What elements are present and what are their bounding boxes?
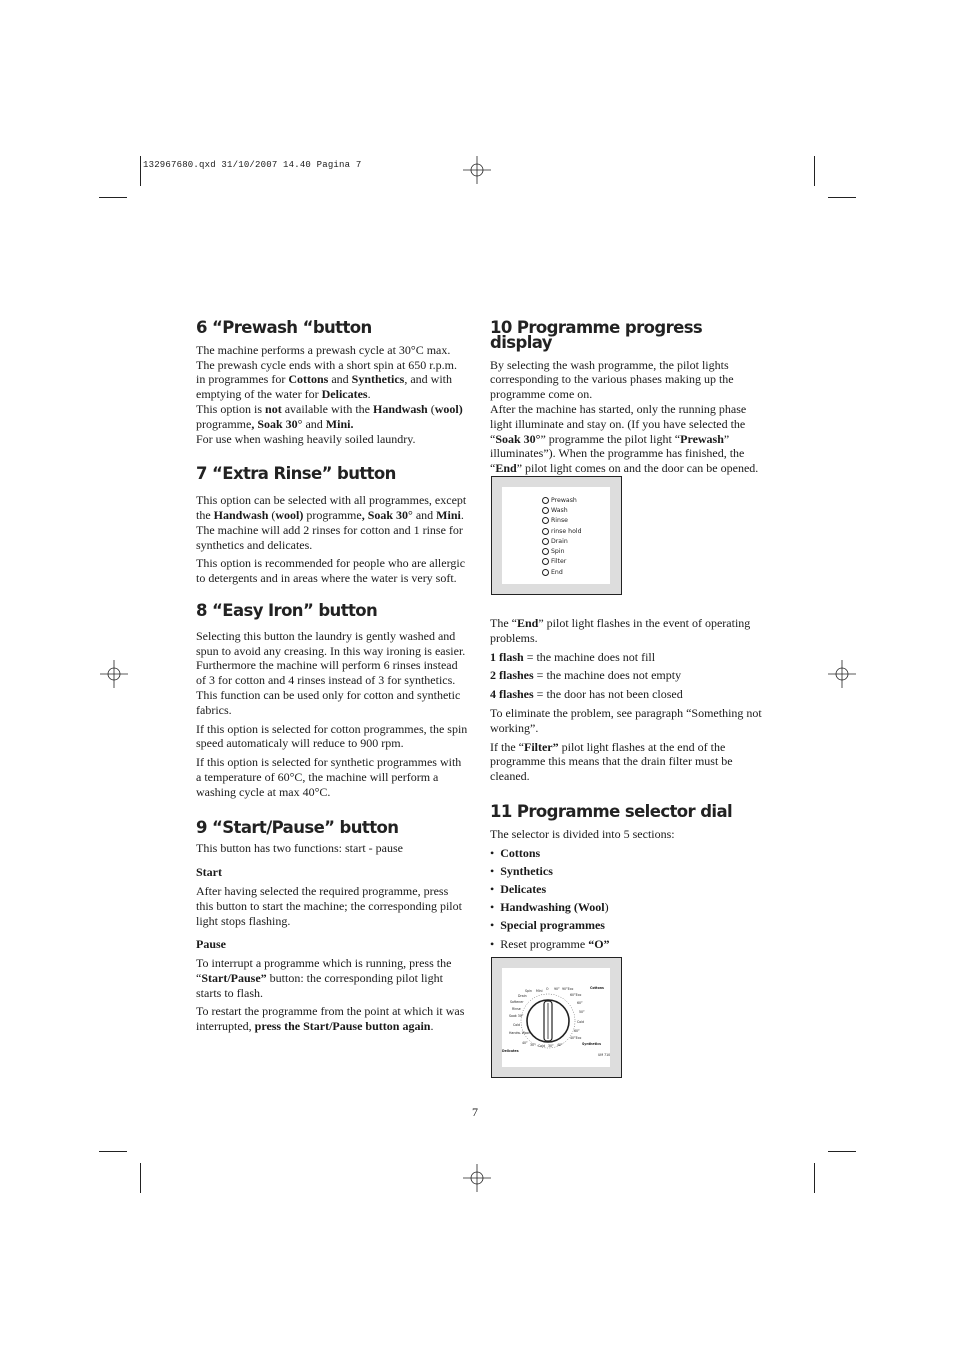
svg-text:50°: 50° bbox=[579, 1010, 585, 1014]
sec7-paragraph: This option can be selected with all programmes, except the Handwash (wool) programme, Soak 30° and Mini. The machine will add 2 rinses for cotton and 1 rinse for synthetics and delicates. bbox=[196, 493, 467, 552]
pilot-light-icon bbox=[542, 538, 549, 545]
section-7-title: 7 “Extra Rinse” button bbox=[196, 464, 396, 484]
pilot-light: Rinse bbox=[542, 516, 582, 526]
crop-mark bbox=[828, 197, 856, 198]
sec10-paragraph: If the “Filter” pilot light flashes at the end of the programme this means that the drain filter must be cleaned. bbox=[490, 739, 733, 784]
svg-text:60°: 60° bbox=[574, 1029, 580, 1033]
svg-text:Mini: Mini bbox=[536, 989, 543, 993]
sec10-paragraph: After the machine has started, only the running phase light illuminate and stay on. (If you have selected the “Soak 30°” programme the pilot light “Prewash” illuminates”). When the programme has finished, the “End” pilot light comes on and the door can be opened. bbox=[490, 401, 759, 476]
left-column bbox=[196, 318, 468, 1034]
flash-code: 1 flash = the machine does not fill bbox=[490, 649, 656, 664]
pilot-light: Drain bbox=[542, 536, 582, 546]
sec7-paragraph: This option is recommended for people who are allergic to detergents and in areas where the water is very soft. bbox=[196, 556, 466, 586]
flash-code: 4 flashes = the door has not been closed bbox=[490, 687, 683, 702]
svg-text:Rinse: Rinse bbox=[512, 1007, 521, 1011]
svg-text:60°Eco: 60°Eco bbox=[570, 993, 582, 997]
section-11-title: 11 Programme selector dial bbox=[490, 801, 733, 821]
sec9-paragraph: This button has two functions: start - pause bbox=[196, 841, 403, 856]
sec8-paragraph: Selecting this button the laundry is gently washed and spun to avoid any creasing. In this way ironing is easier. Furthermore the machine will perform 6 rinses instead of 3 for cotton and 4 rinses instead of 3 for synthetics. This function can be used only for cotton and synthetic fabrics. bbox=[196, 628, 466, 717]
pilot-light: Spin bbox=[542, 546, 582, 556]
selector-dial-illustration bbox=[491, 957, 622, 1078]
svg-text:Cold: Cold bbox=[577, 1020, 585, 1024]
svg-text:90°: 90° bbox=[554, 987, 560, 991]
svg-text:Drain: Drain bbox=[518, 994, 527, 998]
list-item: • Reset programme “O” bbox=[490, 936, 610, 951]
right-column-lower bbox=[490, 616, 762, 953]
sec8-paragraph: If this option is selected for synthetic programmes with a temperature of 60°C, the machine will perform a washing cycle at max 40°C. bbox=[196, 755, 462, 799]
svg-text:Cold: Cold bbox=[513, 1023, 521, 1027]
pilot-light-icon bbox=[542, 507, 549, 514]
section-9-title: 9 “Start/Pause” button bbox=[196, 817, 399, 837]
registration-mark-icon bbox=[100, 660, 128, 688]
sec6-paragraph: This option is not available with the Handwash (wool) programme, Soak 30° and Mini. bbox=[196, 401, 463, 431]
svg-text:Soak 30°: Soak 30° bbox=[509, 1014, 524, 1018]
crop-mark bbox=[99, 197, 127, 198]
selector-sections-list bbox=[490, 844, 762, 953]
list-item: • Special programmes bbox=[490, 918, 605, 933]
pilot-light-icon bbox=[542, 548, 549, 555]
svg-text:30°: 30° bbox=[530, 1043, 536, 1047]
sec8-paragraph: If this option is selected for cotton programmes, the spin speed automaticaly will reduce to 900 rpm. bbox=[196, 721, 468, 751]
svg-text:Cottons: Cottons bbox=[590, 986, 604, 990]
pilot-light-list bbox=[542, 495, 582, 577]
right-column bbox=[490, 318, 762, 476]
sec6-paragraph: For use when washing heavily soiled laundry. bbox=[196, 431, 416, 446]
page-number: 7 bbox=[472, 1105, 478, 1119]
pilot-light: Prewash bbox=[542, 495, 582, 505]
sec9-paragraph: After having selected the required programme, press this button to start the machine; the corresponding pilot light stops flashing. bbox=[196, 883, 462, 928]
progress-display-illustration bbox=[491, 476, 622, 595]
pilot-light-icon bbox=[542, 569, 549, 576]
selector-dial-icon bbox=[502, 968, 610, 1067]
pilot-light: Wash bbox=[542, 505, 582, 515]
svg-text:UM 710: UM 710 bbox=[598, 1053, 610, 1057]
pilot-light-icon bbox=[542, 497, 549, 504]
svg-text:40°: 40° bbox=[522, 1041, 528, 1045]
list-item: • Delicates bbox=[490, 881, 547, 896]
sec6-paragraph: The machine performs a prewash cycle at 30°C max. The prewash cycle ends with a short spin at 650 r.p.m. in programmes for Cottons and Synthetics, and with emptying of the water for Delicates. bbox=[196, 342, 457, 402]
svg-text:Synthetics: Synthetics bbox=[582, 1042, 602, 1046]
list-item: • Synthetics bbox=[490, 863, 553, 878]
crop-mark bbox=[828, 1151, 856, 1152]
svg-text:40°Eco: 40°Eco bbox=[570, 1036, 582, 1040]
sec10-paragraph: To eliminate the problem, see paragraph “Something not working”. bbox=[490, 705, 762, 735]
pilot-light: rinse hold bbox=[542, 526, 582, 536]
sec10-paragraph: The “End” pilot light flashes in the event of operating problems. bbox=[490, 616, 751, 645]
svg-text:40°: 40° bbox=[557, 1043, 563, 1047]
svg-text:30°: 30° bbox=[548, 1044, 554, 1048]
crop-mark bbox=[99, 1151, 127, 1152]
pilot-light-icon bbox=[542, 558, 549, 565]
svg-text:Delicates: Delicates bbox=[502, 1049, 519, 1053]
pilot-light-icon bbox=[542, 517, 549, 524]
svg-text:Handw. Wool: Handw. Wool bbox=[509, 1031, 530, 1035]
crop-mark bbox=[814, 1163, 815, 1193]
section-10-title: 10 Programme progress display bbox=[490, 318, 703, 352]
svg-text:Cold: Cold bbox=[538, 1044, 546, 1048]
registration-mark-icon bbox=[463, 1164, 491, 1192]
file-stamp: 132967680.qxd 31/10/2007 14.40 Pagina 7 bbox=[143, 160, 362, 170]
start-subheading: Start bbox=[196, 865, 222, 880]
sec10-paragraph: By selecting the wash programme, the pilot lights corresponding to the various phases making up the programme come on. bbox=[490, 357, 734, 402]
registration-mark-icon bbox=[463, 156, 491, 184]
pilot-light-icon bbox=[542, 528, 549, 535]
crop-mark bbox=[814, 156, 815, 186]
list-item: • Cottons bbox=[490, 845, 541, 860]
pilot-light: Filter bbox=[542, 557, 582, 567]
registration-mark-icon bbox=[828, 660, 856, 688]
pilot-light: End bbox=[542, 567, 582, 577]
svg-text:90°Eco: 90°Eco bbox=[562, 987, 574, 991]
svg-text:O: O bbox=[546, 987, 549, 991]
flash-code: 2 flashes = the machine does not empty bbox=[490, 668, 682, 683]
section-6-title: 6 “Prewash “button bbox=[196, 318, 372, 337]
crop-mark bbox=[140, 156, 141, 186]
pause-subheading: Pause bbox=[196, 937, 226, 952]
list-item: • Handwashing (Wool) bbox=[490, 900, 609, 915]
sec9-paragraph: To interrupt a programme which is running, press the “Start/Pause” button: the corresponding pilot light starts to flash. bbox=[196, 956, 452, 1000]
crop-mark bbox=[140, 1163, 141, 1193]
sec11-paragraph: The selector is divided into 5 sections: bbox=[490, 826, 675, 841]
svg-text:60°: 60° bbox=[577, 1001, 583, 1005]
svg-text:Spin: Spin bbox=[525, 989, 532, 993]
section-8-title: 8 “Easy Iron” button bbox=[196, 600, 378, 620]
svg-text:Softener: Softener bbox=[510, 1000, 524, 1004]
sec9-paragraph: To restart the programme from the point at which it was interrupted, press the Start/Pause button again. bbox=[196, 1004, 465, 1034]
